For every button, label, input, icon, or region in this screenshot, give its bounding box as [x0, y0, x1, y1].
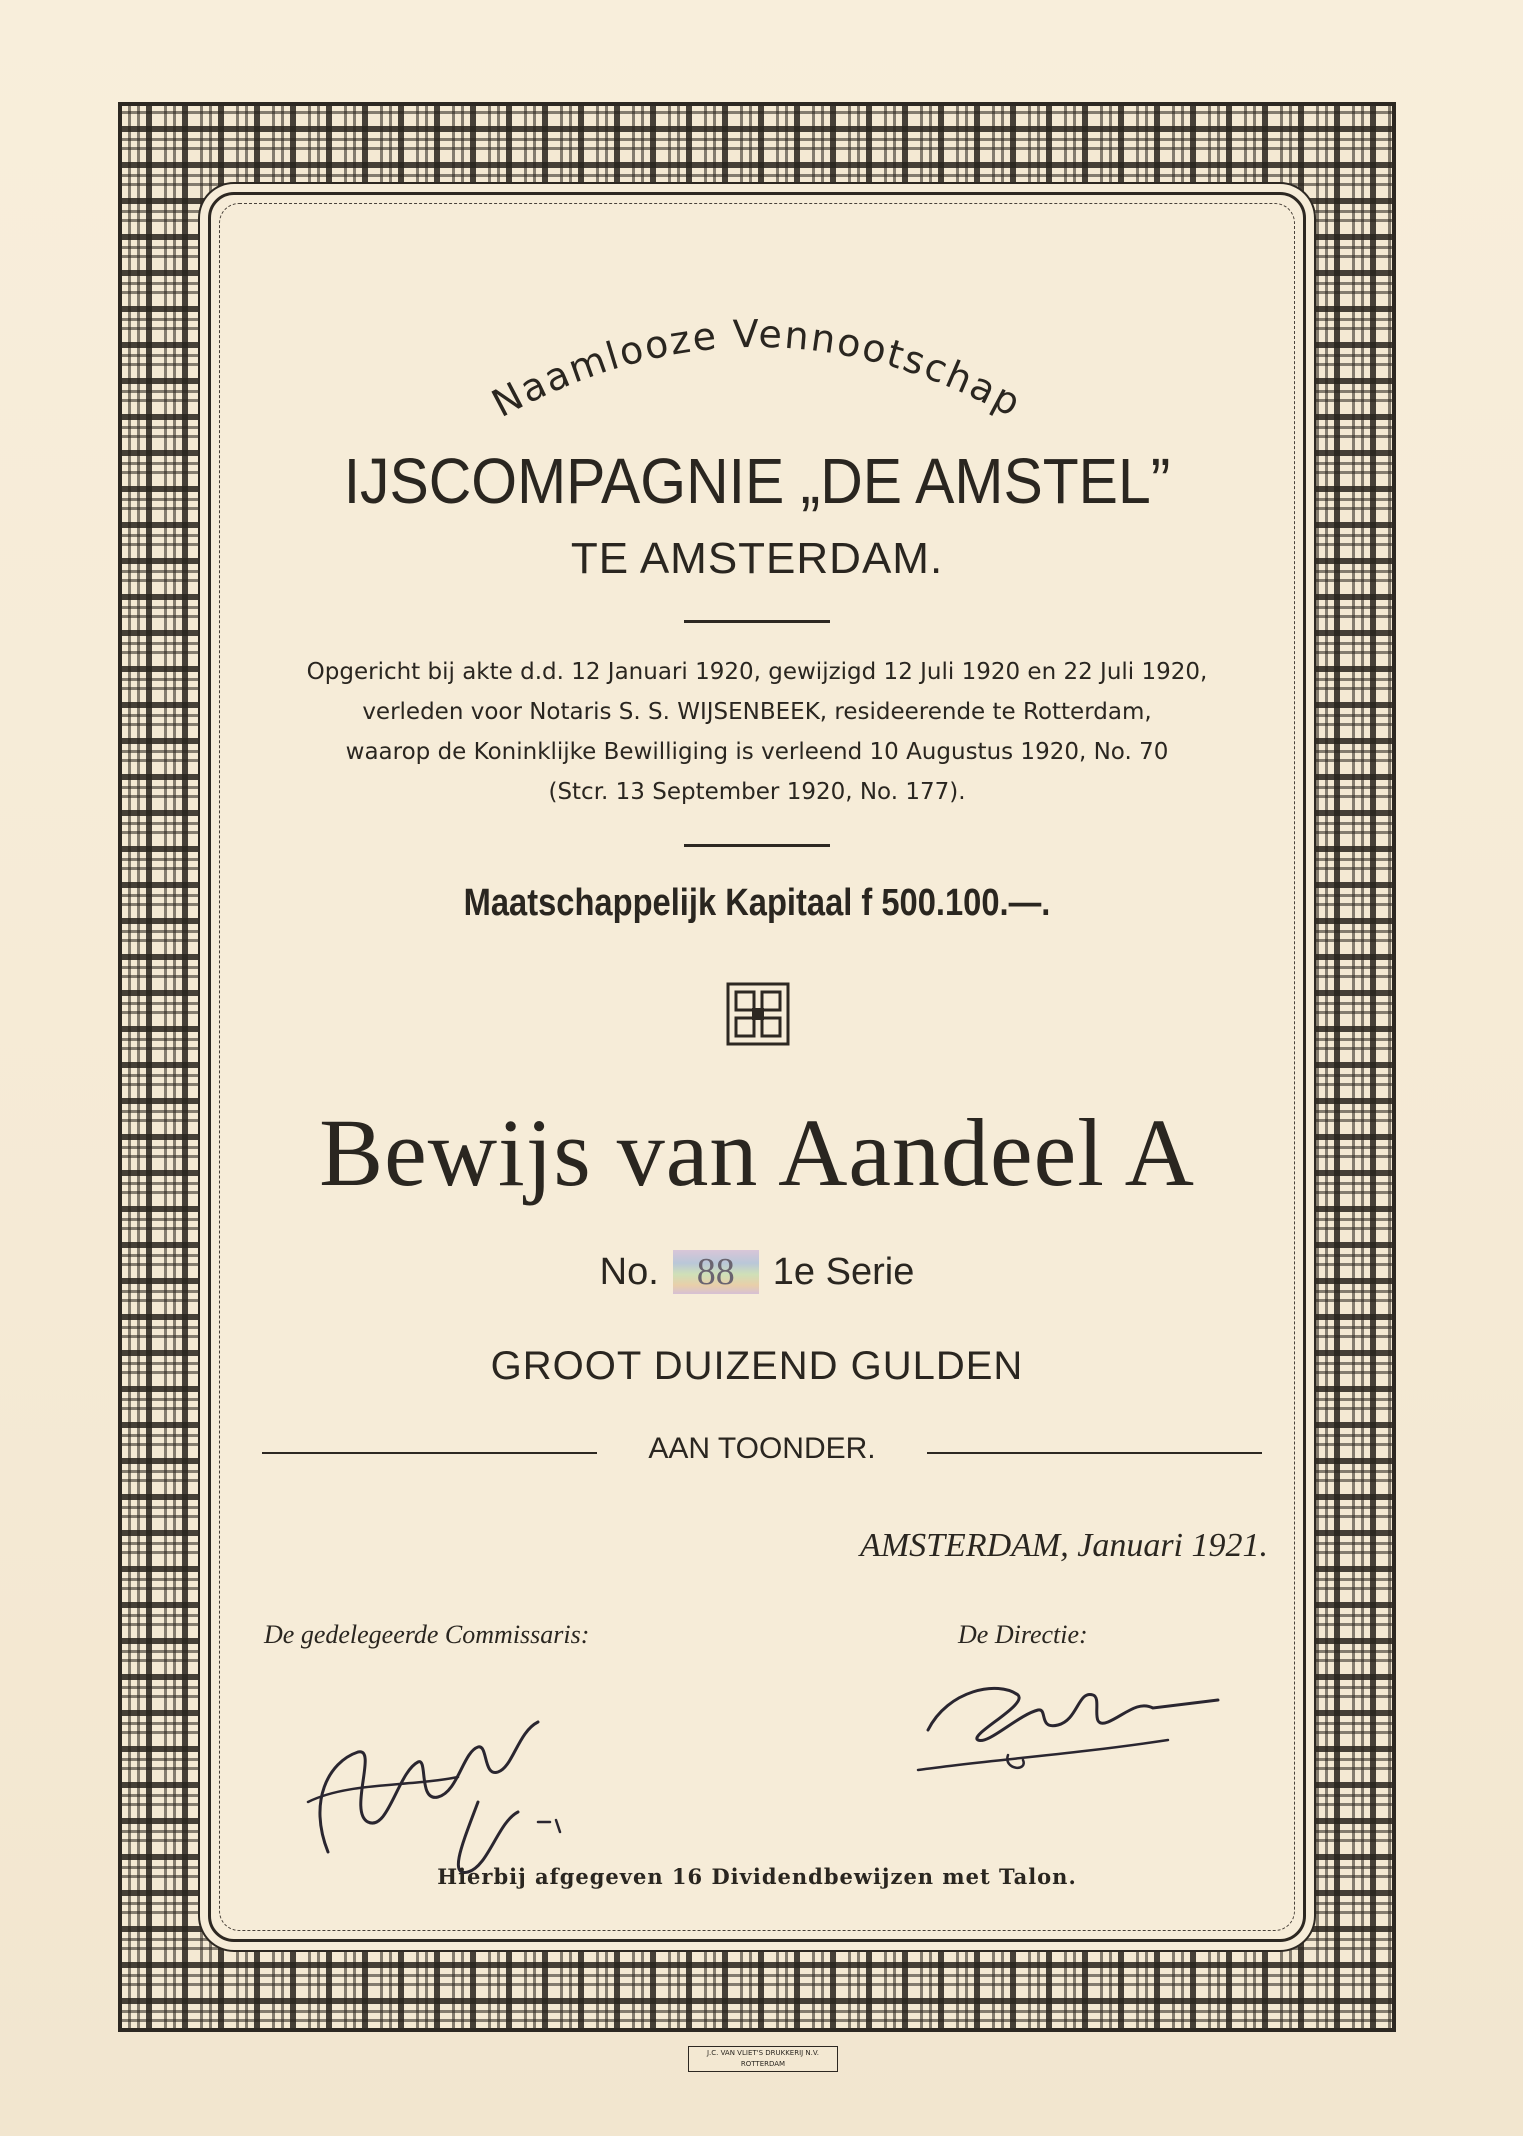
certificate-title: Bewijs van Aandeel A: [319, 1099, 1195, 1206]
company-type-arc: [437, 272, 1077, 442]
directors-label: De Directie:: [958, 1620, 1088, 1649]
company-city: TE AMSTERDAM.: [570, 534, 944, 583]
incorporation-line: Opgericht bij akte d.d. 12 Januari 1920, gewijzigd 12 Juli 1920 en 22 Juli 1920,: [306, 659, 1208, 685]
incorporation-line: waarop de Koninklijke Bewilliging is verleend 10 Augustus 1920, No. 70: [345, 739, 1169, 765]
nominal-amount: GROOT DUIZEND GULDEN: [490, 1344, 1024, 1388]
bearer-rule-right: [927, 1452, 1262, 1454]
printer-city: ROTTERDAM: [740, 2060, 786, 2068]
printer-imprint: [688, 2046, 838, 2072]
incorporation-line: (Stcr. 13 September 1920, No. 177).: [548, 779, 966, 805]
ornament-icon: [726, 982, 790, 1046]
divider-rule: [684, 844, 830, 847]
company-name: IJSCOMPAGNIE „DE AMSTEL”: [343, 445, 1171, 517]
series-label: 1e Serie: [772, 1251, 915, 1293]
company-type: Naamlooze Vennootschap: [484, 311, 1030, 426]
number-label: No.: [599, 1251, 659, 1293]
bearer-line: [262, 1432, 1262, 1472]
certificate-content: [208, 192, 1306, 1942]
commissioner-signature: [288, 1692, 588, 1892]
incorporation-text: [268, 652, 1246, 812]
commissioner-label: De gedelegeerde Commissaris:: [264, 1620, 590, 1649]
share-capital: Maatschappelijk Kapitaal f 500.100.—.: [463, 882, 1051, 924]
dividend-coupons-note: Hierbij afgegeven 16 Dividendbewijzen met Talon.: [437, 1864, 1077, 1889]
directors-signature: [908, 1660, 1238, 1780]
bearer-text: AAN TOONDER.: [648, 1432, 876, 1465]
printer-name: J.C. VAN VLIET'S DRUKKERIJ N.V.: [706, 2049, 820, 2057]
incorporation-line: verleden voor Notaris S. S. WIJSENBEEK, residеerende te Rotterdam,: [362, 699, 1152, 725]
issue-date: AMSTERDAM, Januari 1921.: [860, 1527, 1268, 1564]
certificate-number: 88: [673, 1250, 759, 1294]
divider-rule: [684, 620, 830, 623]
certificate-number-row: [208, 1250, 1306, 1294]
